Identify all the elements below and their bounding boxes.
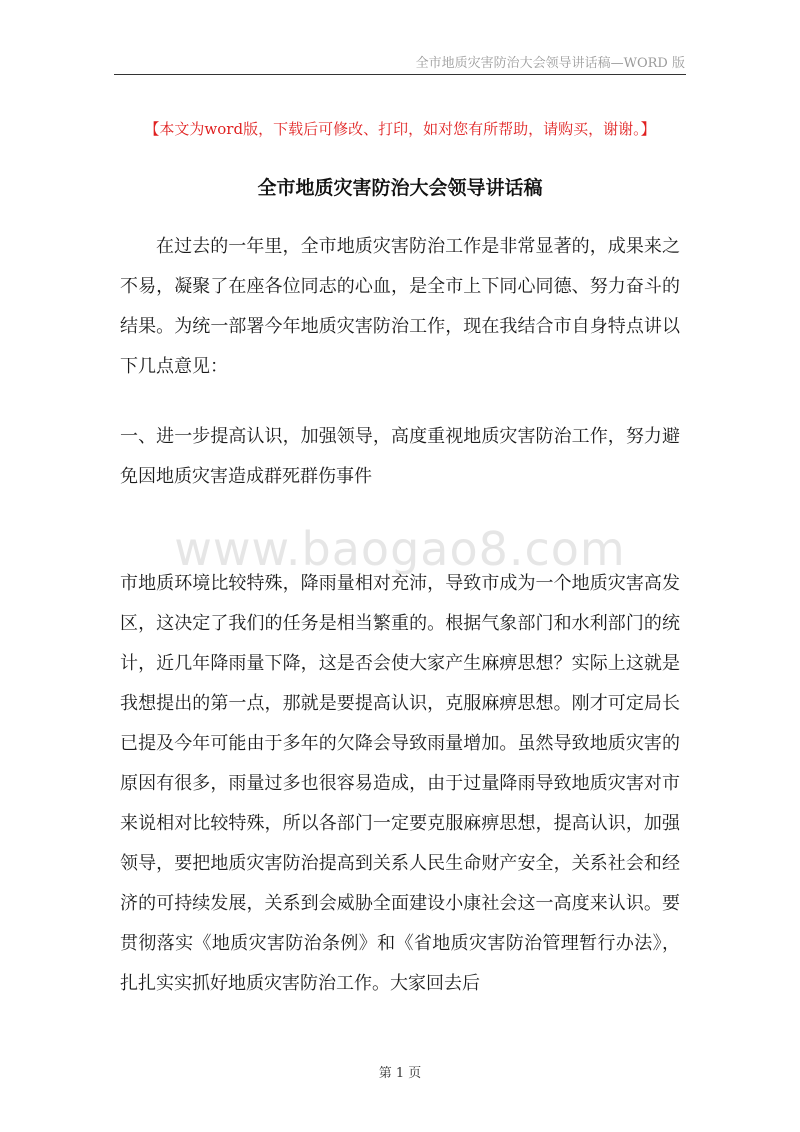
watermark: www.baogao8.com (174, 522, 626, 576)
download-notice: 【本文为word版，下载后可修改、打印，如对您有所帮助，请购买，谢谢。】 (144, 120, 656, 138)
intro-paragraph: 在过去的一年里，全市地质灾害防治工作是非常显著的，成果来之不易，凝聚了在座各位同志的心血，是全市上下同心同德、努力奋斗的结果。为统一部署今年地质灾害防治工作，现在我结合市自身特点讲以下几点意见： (120, 236, 680, 377)
header-divider (114, 74, 686, 75)
document-title: 全市地质灾害防治大会领导讲话稿 (257, 177, 543, 199)
section-heading: 一、进一步提高认识，加强领导，高度重视地质灾害防治工作，努力避免因地质灾害造成群死群伤事件 (120, 426, 680, 487)
page-number: 第 1 页 (378, 1066, 422, 1081)
body-paragraph: 市地质环境比较特殊，降雨量相对充沛，导致市成为一个地质灾害高发区，这决定了我们的任务是相当繁重的。根据气象部门和水利部门的统计，近几年降雨量下降，这是否会使大家产生麻痹思想？实际上这就是我想提出的第一点，那就是要提高认识，克服麻痹思想。刚才可定局长已提及今年可能由于多年的欠降会导致雨量增加。虽然导致地质灾害的原因有很多，雨量过多也很容易造成，由于过量降雨导致地质灾害对市来说相对比较特殊，所以各部门一定要克服麻痹思想，提高认识，加强领导，要把地质灾害防治提高到关系人民生命财产安全，关系社会和经济的可持续发展，关系到会威胁全面建设小康社会这一高度来认识。要贯彻落实《地质灾害防治条例》和《省地质灾害防治管理暂行办法》，扎扎实实抓好地质灾害防治工作。大家回去后 (120, 573, 680, 994)
running-header: 全市地质灾害防治大会领导讲话稿—WORD 版 (415, 56, 685, 71)
